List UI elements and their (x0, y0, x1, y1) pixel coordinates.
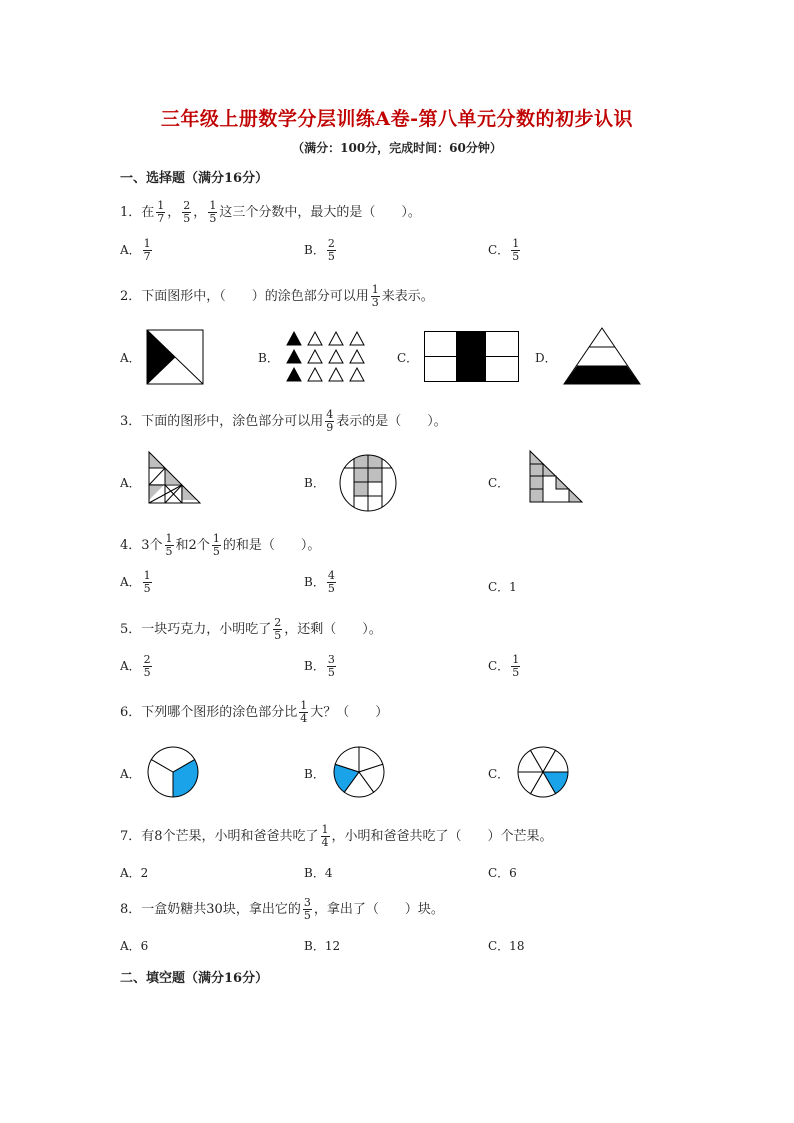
q3-figure-circle-grid (339, 454, 397, 512)
q8-option-c[interactable]: C．18 (488, 939, 525, 953)
q8-option-a[interactable]: A．6 (120, 939, 149, 953)
empty-triangle-icon (329, 350, 343, 363)
q4-option-b[interactable]: B． $\frac{4}{5}$ (304, 569, 335, 595)
q6-figure-pie-fifths (332, 745, 386, 799)
q2-figure-layered-triangle (562, 327, 642, 385)
q4-option-a[interactable]: A． $\frac{1}{5}$ (120, 569, 151, 595)
q5-option-a[interactable]: A． $\frac{2}{5}$ (120, 653, 151, 679)
question-2: 2．下面图形中，（ ）的涂色部分可以用 $\frac{1}{3}$ 来表示。 (120, 283, 434, 309)
q2-option-b[interactable]: B． (258, 351, 279, 365)
fraction: $\frac{1}{7}$ (157, 199, 165, 225)
q6-option-c[interactable]: C． (488, 767, 510, 781)
fraction: $\frac{2}{5}$ (183, 199, 191, 225)
q3-option-c[interactable]: C． (488, 476, 510, 490)
q6-option-a[interactable]: A． (120, 767, 141, 781)
q8-option-b[interactable]: B．12 (304, 939, 341, 953)
question-7: 7．有8个芒果，小明和爸爸共吃了 $\frac{1}{4}$ ，小明和爸爸共吃了（ ）个芒果。 (120, 823, 553, 849)
section-heading-choice: 一、选择题（满分16分） (120, 171, 269, 186)
q2-figure-rectangle-strip (424, 331, 520, 383)
question-3: 3．下面的图形中，涂色部分可以用 $\frac{4}{9}$ 表示的是（ ）。 (120, 408, 447, 434)
q1-option-a[interactable]: A． $\frac{1}{7}$ (120, 237, 151, 263)
filled-triangle-icon (287, 350, 301, 363)
q2-option-d[interactable]: D． (535, 351, 557, 365)
question-6: 6．下列哪个图形的涂色部分比 $\frac{1}{4}$ 大？（ ） (120, 699, 389, 725)
q4-option-c[interactable]: C．1 (488, 580, 517, 594)
page-title: 三年级上册数学分层训练A卷-第八单元分数的初步认识 (160, 108, 634, 130)
q6-option-b[interactable]: B． (304, 767, 325, 781)
page-subtitle: （满分：100分，完成时间：60分钟） (292, 141, 502, 155)
q3-figure-triangle-grid (148, 451, 202, 505)
filled-triangle-icon (287, 368, 301, 381)
empty-triangle-icon (308, 368, 322, 381)
empty-triangle-icon (308, 332, 322, 345)
q2-option-c[interactable]: C． (397, 351, 419, 365)
q5-option-b[interactable]: B． $\frac{3}{5}$ (304, 653, 335, 679)
filled-triangle-icon (287, 332, 301, 345)
q7-option-b[interactable]: B．4 (304, 866, 333, 880)
q5-option-c[interactable]: C． $\frac{1}{5}$ (488, 653, 520, 679)
q2-figure-square-triangle (146, 329, 204, 385)
question-8: 8．一盒奶糖共30块，拿出它的 $\frac{3}{5}$ ，拿出了（ ）块。 (120, 896, 444, 922)
q3-figure-triangle-steps (529, 450, 585, 504)
q1-option-b[interactable]: B． $\frac{2}{5}$ (304, 237, 335, 263)
q2-option-a[interactable]: A． (120, 351, 141, 365)
section-heading-fill: 二、填空题（满分16分） (120, 971, 269, 986)
empty-triangle-icon (350, 350, 364, 363)
q2-figure-triangle-grid (285, 330, 375, 384)
empty-triangle-icon (350, 368, 364, 381)
q6-figure-pie-thirds (146, 745, 200, 799)
question-1: 1．在 $\frac{1}{7}$ ， $\frac{2}{5}$ ， $\frac{1}{5}$ 这三个分数中，最大的是（ ）。 (120, 199, 421, 225)
question-5: 5．一块巧克力，小明吃了 $\frac{2}{5}$ ，还剩（ ）。 (120, 616, 382, 642)
q3-option-a[interactable]: A． (120, 476, 141, 490)
empty-triangle-icon (329, 332, 343, 345)
empty-triangle-icon (329, 368, 343, 381)
q7-option-c[interactable]: C．6 (488, 866, 517, 880)
question-4: 4．3个 $\frac{1}{5}$ 和2个 $\frac{1}{5}$ 的和是（ ）。 (120, 532, 321, 558)
empty-triangle-icon (308, 350, 322, 363)
q1-option-c[interactable]: C． $\frac{1}{5}$ (488, 237, 520, 263)
fraction: $\frac{1}{5}$ (209, 199, 217, 225)
empty-triangle-icon (350, 332, 364, 345)
q3-option-b[interactable]: B． (304, 476, 325, 490)
q6-figure-pie-sixths (516, 745, 570, 799)
q7-option-a[interactable]: A．2 (120, 866, 149, 880)
